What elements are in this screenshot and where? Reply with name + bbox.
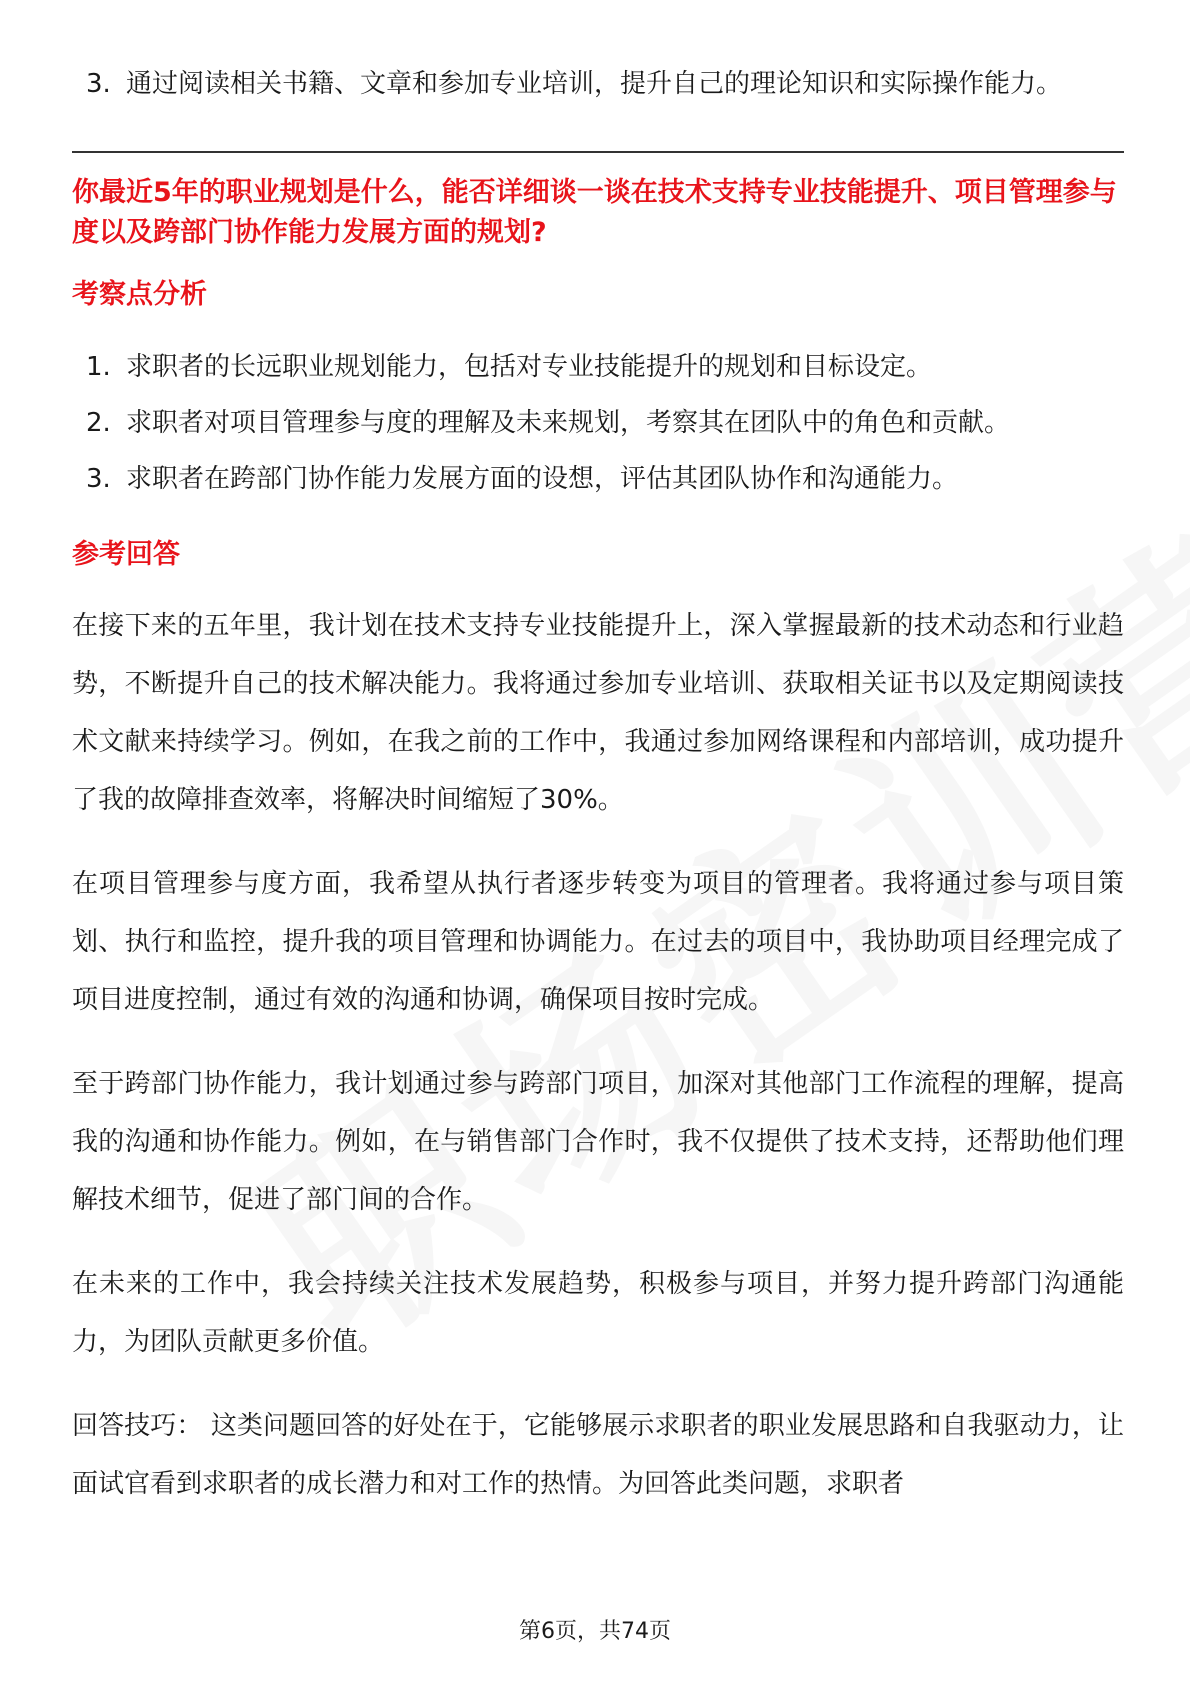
continued-list [72, 55, 1124, 113]
answer-tips-paragraph: 回答技巧： 这类问题回答的好处在于，它能够展示求职者的职业发展思路和自我驱动力，让面试官看到求职者的成长潜力和对工作的热情。为回答此类问题，求职者 [72, 1411, 1124, 1499]
answer-paragraph: 在项目管理参与度方面，我希望从执行者逐步转变为项目的管理者。我将通过参与项目策划、执行和监控，提升我的项目管理和协调能力。在过去的项目中，我协助项目经理完成了项目进度控制，通过有效的沟通和协调，确保项目按时完成。 [72, 869, 1124, 1015]
list-number: 3. [86, 69, 111, 99]
list-item [72, 55, 1124, 113]
list-item-text: 通过阅读相关书籍、文章和参加专业培训，提升自己的理论知识和实际操作能力。 [126, 69, 1063, 99]
list-item [72, 451, 1124, 507]
answer-paragraph: 在未来的工作中，我会持续关注技术发展趋势，积极参与项目，并努力提升跨部门沟通能力，为团队贡献更多价值。 [72, 1269, 1124, 1357]
list-item [72, 339, 1124, 395]
analysis-list [72, 339, 1124, 507]
interview-question: 你最近5年的职业规划是什么，能否详细谈一谈在技术支持专业技能提升、项目管理参与度以及跨部门协作能力发展方面的规划? [72, 177, 1117, 248]
answer-paragraph: 至于跨部门协作能力，我计划通过参与跨部门项目，加深对其他部门工作流程的理解，提高我的沟通和协作能力。例如，在与销售部门合作时，我不仅提供了技术支持，还帮助他们理解技术细节，促进了部门间的合作。 [72, 1069, 1124, 1215]
list-item-text: 求职者在跨部门协作能力发展方面的设想，评估其团队协作和沟通能力。 [126, 464, 959, 494]
list-number: 1. [86, 352, 111, 382]
list-number: 2. [86, 408, 111, 438]
list-number: 3. [86, 464, 111, 494]
list-item-text: 求职者的长远职业规划能力，包括对专业技能提升的规划和目标设定。 [126, 352, 933, 382]
list-item [72, 395, 1124, 451]
answer-paragraph: 在接下来的五年里，我计划在技术支持专业技能提升上，深入掌握最新的技术动态和行业趋势，不断提升自己的技术解决能力。我将通过参加专业培训、获取相关证书以及定期阅读技术文献来持续学习。例如，在我之前的工作中，我通过参加网络课程和内部培训，成功提升了我的故障排查效率，将解决时间缩短了30%。 [72, 611, 1124, 815]
page-content [72, 55, 1124, 1539]
page-number-footer: 第6页，共74页 [519, 1619, 671, 1644]
analysis-heading: 考察点分析 [72, 279, 207, 310]
section-divider [72, 151, 1124, 153]
list-item-text: 求职者对项目管理参与度的理解及未来规划，考察其在团队中的角色和贡献。 [126, 408, 1011, 438]
answer-heading: 参考回答 [72, 539, 180, 570]
